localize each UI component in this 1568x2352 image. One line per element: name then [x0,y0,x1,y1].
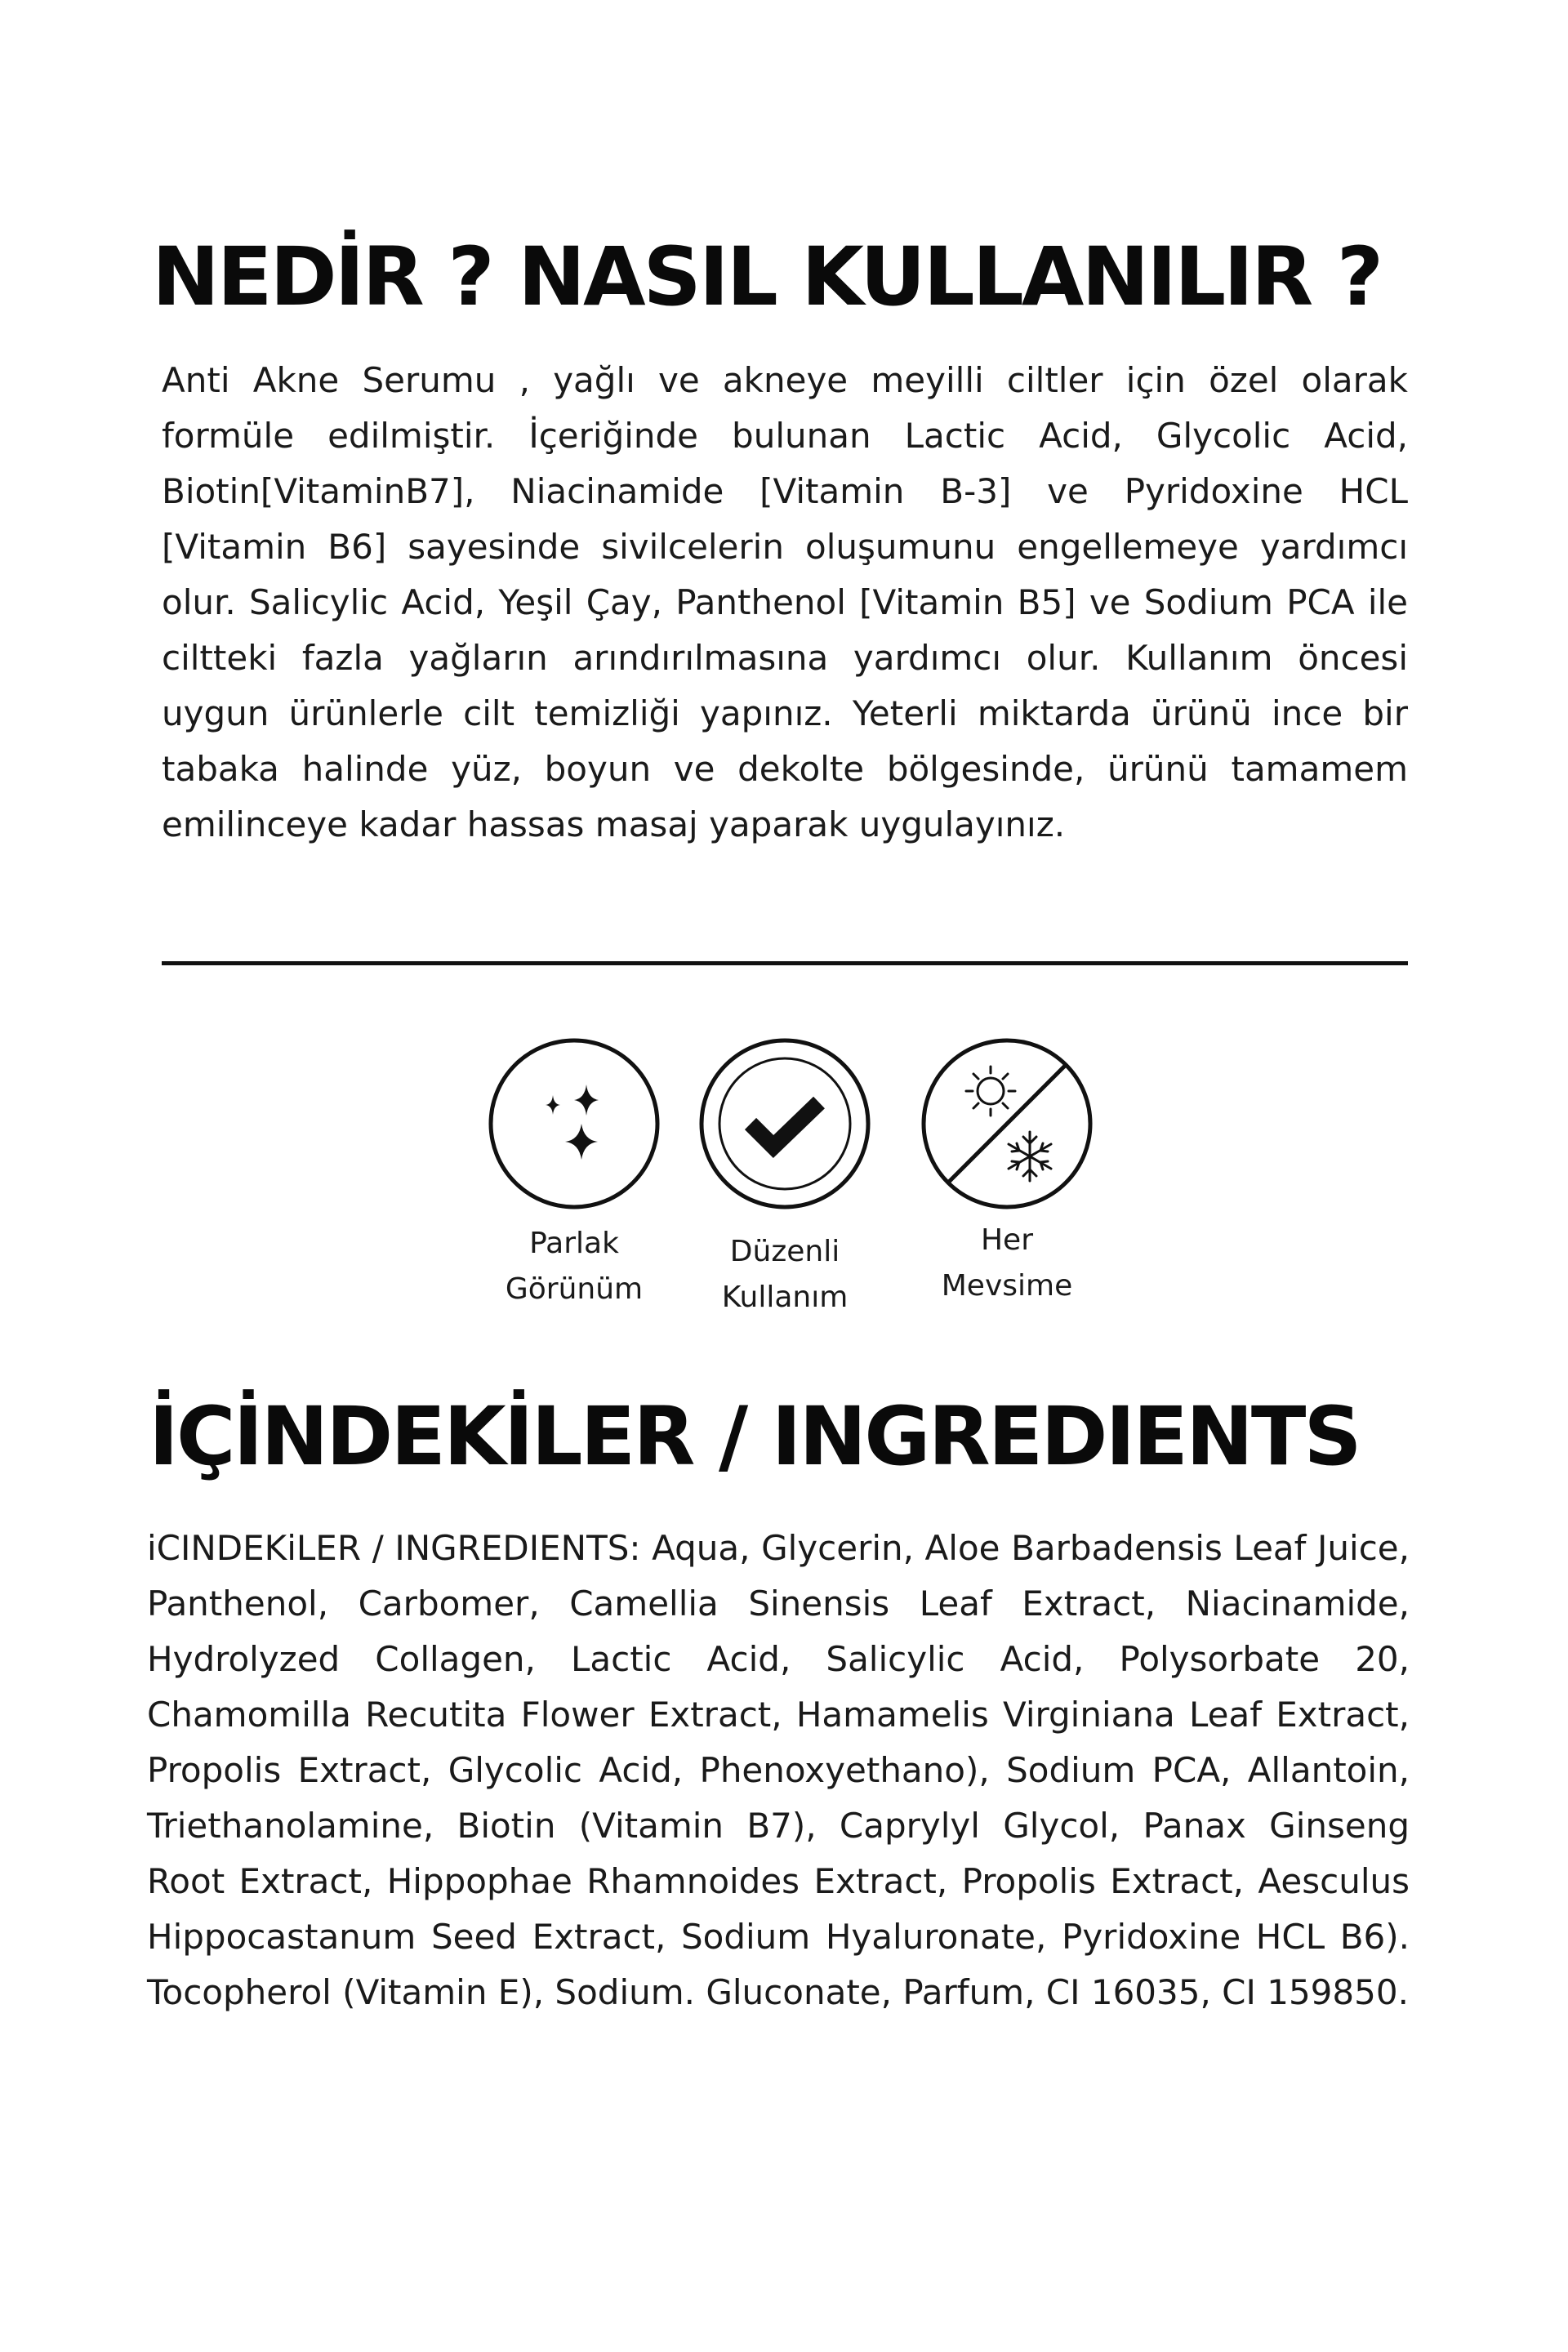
feature-label-line: Kullanım [721,1281,849,1314]
ingredients-paragraph: iCINDEKiLER / INGREDIENTS: Aqua, Glycerin, Aloe Barbadensis Leaf Juice, Panthenol, Carbomer, Camellia Sinensis Leaf Extract, Niacinamide, Hydrolyzed Collagen, Lactic Acid, Salicylic Acid, Polysorbate 20, Chamomilla Recutita Flower Extract, Hamamelis Virginiana Leaf Extract, Propolis Extract, Glycolic Acid, Phenoxyethano), Sodium PCA, Allantoin, Triethanolamine, Biotin (Vitamin B7), Caprylyl Glycol, Panax Ginseng Root Extract, Hippophae Rhamnoides Extract, Propolis Extract, Aesculus Hippocastanum Seed Extract, Sodium Hyaluronate, Pyridoxine HCL B6). Tocopherol (Vitamin E), Sodium. Gluconate, Parfum, CI 16035, CI 159850. [147,1528,1410,2012]
sparkles-icon [488,1037,661,1210]
feature-label-line: Görünüm [505,1272,644,1306]
sun-icon [966,1067,1015,1116]
description-paragraph: Anti Akne Serumu , yağlı ve akneye meyilli ciltler için özel olarak formüle edilmiştir. İçeriğinde bulunan Lactic Acid, Glycolic Acid, Biotin[VitaminB7], Niacinamide [Vitamin B-3] ve Pyridoxine HCL [Vitamin B6] sayesinde sivilcelerin oluşumunu engellemeye yardımcı olur. Salicylic Acid, Yeşil Çay, Panthenol [Vitamin B5] ve Sodium PCA ile ciltteki fazla yağların arındırılmasına yardımcı olur. Kullanım öncesi uygun ürünlerle cilt temizliği yapınız. Yeterli miktarda ürünü ince bir tabaka halinde yüz, boyun ve dekolte bölgesinde, ürünü tamamem emilinceye kadar hassas masaj yaparak uygulayınız. [162,360,1408,844]
feature-label-all-seasons [884,1218,1129,1309]
snowflake-icon [1009,1132,1051,1181]
sun-snowflake-icon [920,1037,1094,1210]
feature-label-line: Parlak [529,1227,619,1260]
checkmark-icon [698,1037,871,1210]
section-title-what-how: NEDİR ? NASIL KULLANILIR ? [152,230,1382,324]
feature-label-regular-use [662,1229,907,1321]
feature-label-line: Düzenli [729,1235,840,1268]
feature-label-bright-look [452,1221,697,1312]
feature-label-line: Her [980,1223,1034,1257]
feature-label-line: Mevsime [941,1269,1073,1303]
section-title-ingredients: İÇİNDEKİLER / INGREDIENTS [149,1390,1360,1484]
section-divider [162,961,1408,965]
